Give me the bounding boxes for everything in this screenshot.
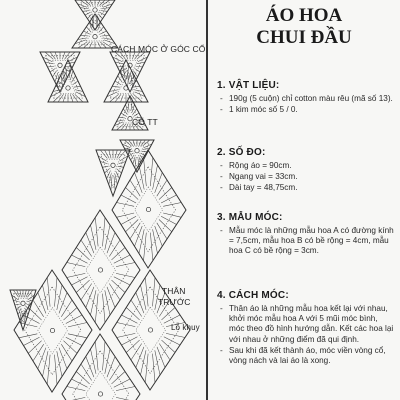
front-label: TRƯỚC [158,297,191,307]
stitch-stroke [105,169,110,173]
stitch-stroke [112,280,126,292]
section-measurements [217,147,395,195]
stitch-stroke [109,150,111,158]
stitch-stroke [117,333,136,337]
stitch-stroke [50,68,56,72]
motif-center [93,35,97,39]
stitch-stroke [132,105,135,113]
stitch-stroke [105,349,110,374]
stitch-stroke [95,218,98,247]
stitch-stroke [166,333,185,337]
section-heading: 1. VẬT LIỆU: [217,80,280,91]
list-item: - Sau khi đã kết thành áo, móc viền vòng cổ, vòng nách và lai áo là xong. [220,345,386,366]
stitch-stroke [121,94,124,102]
stitch-stroke [112,372,126,384]
stitch-stroke [114,255,130,263]
stitch-stroke [71,76,75,83]
stitch-stroke [28,341,41,354]
stitch-stroke [67,273,86,277]
stitch-stroke [59,293,67,314]
stitch-stroke [143,140,150,146]
title-line-2: CHUI ĐẦU [256,27,352,48]
stitch-stroke [153,354,156,383]
stitch-stroke [115,81,121,85]
motif-center [135,149,139,153]
stitch-stroke [105,150,110,158]
stitch-stroke [126,340,139,352]
stitch-stroke [117,169,122,173]
stitch-stroke [115,174,117,185]
section-heading: 3. MẪU MÓC: [217,212,283,223]
list-item: - Dài tay = 48,75cm. [220,183,298,193]
stitch-stroke [111,177,112,191]
stitch-stroke [145,354,148,383]
stitch-stroke [150,233,152,261]
stitch-stroke [76,372,89,384]
stitch-stroke [117,323,136,327]
stitch-stroke [86,27,91,32]
stitch-stroke [163,203,181,207]
stitch-stroke [116,171,120,178]
stitch-stroke [57,351,62,376]
stitch-stroke [101,11,108,12]
stitch-stroke [95,342,98,371]
stitch-stroke [116,273,135,277]
motif-center [58,63,62,67]
stitch-stroke [70,71,73,81]
stitch-stroke [105,225,110,250]
stitch-stroke [164,337,180,345]
motif-center [148,328,152,332]
section-method [217,290,395,367]
motif-center-ring [86,371,116,400]
section-pattern [217,212,395,258]
stitch-stroke [81,284,92,301]
stitch-stroke [102,35,110,36]
stitch-stroke [73,81,79,85]
stitch-stroke [117,203,135,207]
stitch-stroke [64,308,78,321]
stitch-stroke [58,81,64,85]
stitch-stroke [76,248,89,260]
stitch-stroke [153,165,158,190]
stitch-stroke [153,229,158,253]
stitch-stroke [47,278,50,307]
stitch-stroke [163,213,181,217]
motif-center [146,207,150,211]
stitch-stroke [64,341,78,354]
stitch-stroke [150,158,152,187]
body-diamond-motif [62,334,140,400]
list-item: - Rộng áo = 90cm. [220,161,292,170]
stitch-stroke [126,188,139,200]
stitch-stroke [155,350,160,375]
motif-center [93,8,97,12]
stitch-stroke [157,223,167,239]
stitch-stroke [33,300,44,317]
instructions-panel [211,0,397,400]
stitch-stroke [17,306,21,310]
stitch-stroke [121,216,136,224]
stitch-stroke [100,12,106,15]
stitch-stroke [68,323,87,327]
stitch-stroke [95,294,98,323]
motif-center [21,301,25,305]
stitch-stroke [135,68,141,72]
column-divider [206,0,208,400]
stitch-stroke [161,195,176,203]
stitch-stroke [55,73,58,82]
stitch-stroke [76,280,89,292]
list-item: - Thân áo là những mẫu hoa kết lại với nhau, khởi móc mẫu hoa A với 5 mũi móc bình, móc theo đồ hình hướng dẫn. Kết các hoa lại với nhau ở những điểm đã qui định. [220,304,394,344]
stitch-stroke [66,65,67,78]
stitch-stroke [28,308,41,321]
stitch-stroke [144,158,147,187]
stitch-stroke [122,337,138,345]
stitch-stroke [84,31,90,34]
stitch-stroke [145,278,148,307]
stitch-stroke [131,75,132,87]
stitch-stroke [119,117,125,118]
stitch-stroke [72,379,88,387]
front-neck-label: CỔ TT [132,117,158,127]
stitch-stroke [136,66,143,67]
stitch-stroke [159,220,172,232]
section-heading: 2. SỐ ĐO: [217,147,266,158]
stitch-stroke [116,263,135,267]
stitch-stroke [67,263,86,267]
stitch-stroke [114,379,130,387]
section-heading: 4. CÁCH MÓC: [217,290,289,301]
stitch-stroke [72,255,88,263]
title-line-1: ÁO HOA [265,5,343,26]
stitch-stroke [47,355,50,385]
stitch-stroke [66,337,82,345]
body-diamond-motif [62,210,140,330]
stitch-stroke [55,355,58,385]
stitch-stroke [66,315,82,324]
stitch-stroke [83,11,90,12]
stitch-stroke [117,213,135,217]
stitch-stroke [134,113,139,116]
stitch-stroke [126,105,129,113]
stitch-stroke [103,342,106,371]
stitch-stroke [121,71,124,81]
body-label: THÂN [162,286,186,296]
stitch-stroke [105,290,110,315]
stitch-stroke [103,294,106,323]
stitch-stroke [122,315,138,323]
stitch-stroke [144,233,147,261]
stitch-stroke [81,35,89,36]
stitch-stroke [126,220,139,232]
motif-inner-ring [78,20,111,44]
list-item: - 1 kim móc số 5 / 0. [220,105,298,115]
stitch-stroke [26,290,30,297]
motif-inner-ring [101,154,125,187]
stitch-stroke [55,278,58,307]
stitch-stroke [57,285,62,310]
stitch-stroke [155,226,163,246]
stitch-stroke [121,124,126,130]
motif-center [98,268,102,272]
stitch-stroke [131,344,142,361]
motif-center [111,163,115,167]
stitch-stroke [24,337,40,345]
stitch-stroke [133,157,135,164]
stitch-stroke [126,308,139,320]
stitch-stroke [133,140,135,146]
stitch-stroke [162,340,176,352]
stitch-stroke [129,140,134,146]
list-item: - 190g (5 cuộn) chỉ cotton màu rêu (mã số 13). [220,94,393,103]
list-item: - Ngang vai = 33cm. [220,172,298,182]
stitch-stroke [85,12,91,15]
neck-gap-label: CÁCH MÓC Ở GÓC CỔ [111,44,206,54]
stitch-stroke [19,334,38,338]
stitch-stroke [114,177,115,191]
motif-center [98,392,102,396]
stitch-stroke [161,216,176,224]
section-materials [217,80,395,116]
motif-center [50,328,54,332]
stitch-stroke [114,277,130,285]
stitch-stroke [68,334,87,338]
buttonhole-label: Lỗ khuy [171,323,200,332]
stitch-stroke [153,278,156,307]
stitch-stroke [103,218,106,247]
stitch-stroke [162,308,176,320]
stitch-stroke [119,150,126,158]
stitch-stroke [121,195,136,203]
list-item: - Mẫu móc là những mẫu hoa A có đường kính = 7,5cm, mẫu hoa B có bề rộng = 4cm, mẫu hoa C có bề rộng = 3cm. [220,226,394,256]
stitch-stroke [67,387,86,391]
stitch-stroke [109,174,111,185]
stitch-stroke [112,248,126,260]
stitch-stroke [100,31,106,34]
stitch-stroke [72,277,88,285]
stitch-stroke [56,86,63,87]
motif-center [66,86,70,90]
stitch-stroke [116,387,135,391]
stitch-stroke [123,65,125,78]
stitch-stroke [121,113,126,116]
stitch-stroke [74,86,81,87]
